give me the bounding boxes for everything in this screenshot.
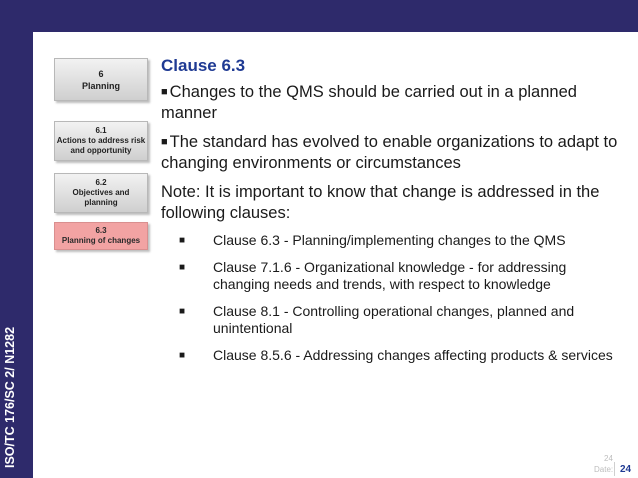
list-item (161, 259, 623, 293)
square-bullet-icon: ■ (179, 235, 186, 246)
paragraph-text: Changes to the QMS should be carried out in a planned manner (161, 83, 577, 122)
document-reference: ISO/TC 176/SC 2/ N1282 (3, 326, 17, 468)
box-number: 6 (98, 68, 104, 79)
square-bullet-icon: ■ (179, 350, 186, 361)
square-bullet-icon: ■ (179, 262, 186, 273)
box-number: 6.2 (95, 178, 107, 187)
box-number: 6.1 (95, 126, 107, 135)
footer-divider (614, 462, 615, 476)
box-label: Objectives and planning (72, 188, 130, 207)
diagram-box-planning (54, 58, 148, 101)
clause-list (161, 232, 623, 364)
left-banner (0, 0, 33, 478)
bullet-paragraph (161, 82, 623, 124)
slide-title: Clause 6.3 (161, 56, 246, 75)
faint-page-number: 24 (604, 454, 613, 463)
diagram-box-risk-opportunity (54, 121, 148, 161)
list-item (161, 347, 623, 364)
list-item (161, 303, 623, 337)
square-bullet-icon: ■ (161, 136, 168, 148)
slide-content (161, 56, 623, 374)
diagram-box-objectives (54, 173, 148, 213)
square-bullet-icon: ■ (179, 306, 186, 317)
bullet-paragraph (161, 132, 623, 174)
box-label: Planning of changes (61, 236, 141, 245)
list-item-text: Clause 7.1.6 - Organizational knowledge - for addressing changing needs and trends, with respect to knowledge (213, 259, 567, 292)
date-label: Date: (594, 465, 614, 474)
list-item-text: Clause 8.5.6 - Addressing changes affecting products & services (213, 347, 613, 363)
square-bullet-icon: ■ (161, 86, 168, 98)
list-item (161, 232, 623, 249)
box-label: Actions to address risk and opportunity (56, 136, 146, 155)
box-number: 6.3 (95, 226, 107, 235)
top-banner (0, 0, 638, 32)
note-paragraph: Note: It is important to know that change is addressed in the following clauses: (161, 183, 600, 222)
page-number: 24 (620, 464, 632, 475)
diagram-box-planning-changes (54, 222, 148, 250)
list-item-text: Clause 8.1 - Controlling operational changes, planned and unintentional (213, 303, 575, 336)
box-label: Planning (82, 80, 120, 91)
paragraph-text: The standard has evolved to enable organizations to adapt to changing environments or circumstances (161, 133, 618, 172)
list-item-text: Clause 6.3 - Planning/implementing changes to the QMS (213, 232, 566, 248)
